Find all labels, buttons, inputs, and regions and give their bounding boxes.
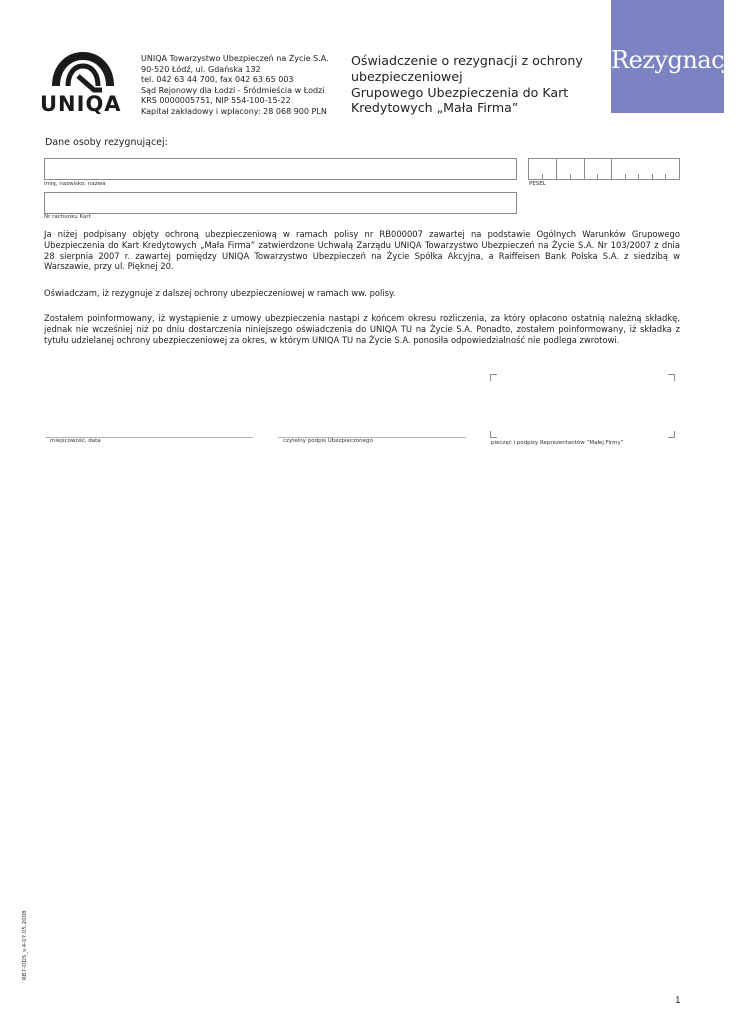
pesel-tick	[665, 174, 666, 179]
pesel-tick	[611, 158, 612, 180]
pesel-tick	[570, 174, 571, 179]
stamp-area-corner	[490, 374, 497, 381]
pesel-tick	[542, 174, 543, 179]
logo-wordmark: UNIQA	[40, 92, 122, 116]
pesel-field[interactable]	[528, 158, 680, 180]
company-line: Kapitał zakładowy i wpłacony: 28 068 900 PLN	[141, 106, 327, 116]
account-number-field[interactable]	[44, 192, 517, 214]
resignation-tag	[611, 0, 745, 113]
document-title	[351, 53, 591, 116]
place-date-caption: miejscowość, data	[50, 438, 101, 444]
title-line: ubezpieczeniowej	[351, 68, 463, 84]
representative-signature-caption: pieczęć i podpisy Reprezentantów “Małej Firmy”	[491, 440, 624, 446]
information-paragraph: Zostałem poinformowany, iż wystąpienie z umowy ubezpieczenia nastąpi z końcem okresu rozliczenia, za który opłacono ostatnią należną składkę, jednak nie wcześniej niż po dniu dostarczenia niniejszego oświadczenia do UNIQA TU na Życie S.A. Ponadto, zostałem poinformowany, iż składka z tytułu udzielanej ochrony ubezpieczeniowej za okres, w którym UNIQA TU na Życie S.A. ponosiła odpowiedzialność nie podlega zwrotowi.	[44, 313, 680, 345]
stamp-area-corner	[668, 431, 675, 438]
title-line: Grupowego Ubezpieczenia do Kart	[351, 84, 569, 100]
declaration-paragraph: Ja niżej podpisany objęty ochroną ubezpieczeniową w ramach polisy nr RB000007 zawartej na podstawie Ogólnych Warunków Grupowego Ubezpieczenia do Kart Kredytowych „Mała Firma” zatwierdzone Uchwałą Zarządu UNIQA Towarzystwo Ubezpieczeń na Życie S.A. Nr 103/2007 z dnia 28 sierpnia 2007 r. zawartej pomiędzy UNIQA Towarzystwo Ubezpieczeń na Życie Spółka Akcyjna, a Raiffeisen Bank Polska S.A. z siedzibą w Warszawie, przy ul. Pięknej 20.	[44, 229, 680, 272]
tag-label: Rezygnacja	[611, 46, 745, 74]
title-line: Oświadczenie o rezygnacji z ochrony	[351, 53, 583, 68]
company-info	[141, 54, 329, 118]
company-line: 90-520 Łódź, ul. Gdańska 132	[141, 64, 261, 74]
page-number: 1	[675, 996, 681, 1006]
title-line: Kredytowych „Mała Firma”	[351, 100, 519, 116]
pesel-tick	[652, 174, 653, 179]
name-field[interactable]	[44, 158, 517, 180]
company-line: KRS 0000005751, NIP 554-100-15-22	[141, 96, 291, 106]
company-line: tel. 042 63 44 700, fax 042 63 65 003	[141, 75, 294, 85]
stamp-area-corner	[668, 374, 675, 381]
pesel-field-caption: PESEL	[529, 181, 546, 187]
pesel-tick	[638, 174, 639, 179]
company-line: UNIQA Towarzystwo Ubezpieczeń na Życie S.A.	[141, 54, 329, 63]
pesel-tick	[625, 174, 626, 179]
insured-signature-caption: czytelny podpis Ubezpieczonego	[283, 438, 373, 444]
pesel-tick	[556, 158, 557, 180]
resignation-statement: Oświadczam, iż rezygnuje z dalszej ochrony ubezpieczeniowej w ramach ww. polisy.	[44, 288, 396, 298]
account-field-caption: Nr rachunku Kart	[44, 214, 91, 220]
section-label: Dane osoby rezygnującej:	[45, 137, 168, 148]
name-field-caption: Imię, nazwisko, nazwa	[44, 181, 106, 187]
stamp-area-corner	[490, 431, 497, 438]
pesel-tick	[584, 158, 585, 180]
company-line: Sąd Rejonowy dla Łodzi - Śródmieścia w Łodzi	[141, 85, 325, 95]
document-code: RB7-ODS_v.4-07.05.2008	[22, 910, 28, 980]
pesel-tick	[597, 174, 598, 179]
